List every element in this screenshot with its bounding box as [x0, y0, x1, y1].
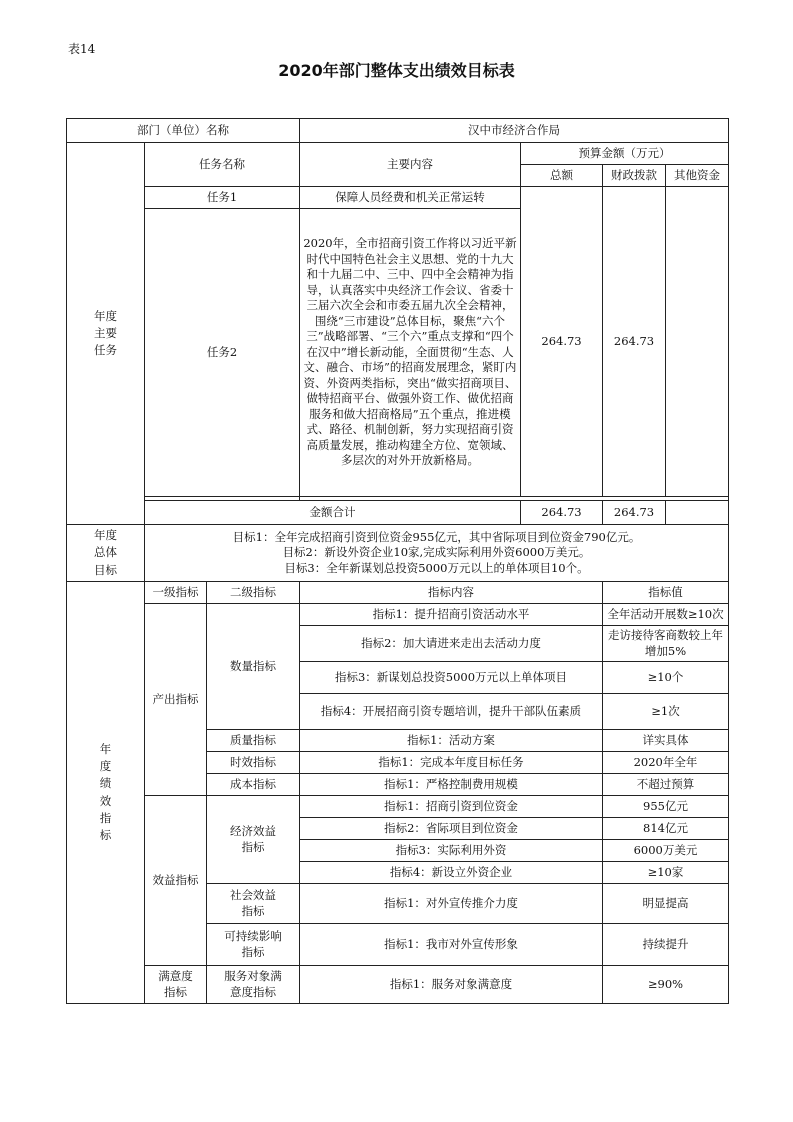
indicator-value: ≥1次: [603, 694, 729, 730]
indicator-value: 持续提升: [603, 924, 729, 966]
indicator-content: 指标3：新谋划总投资5000万元以上单体项目: [300, 662, 603, 694]
goal-item: 目标1：全年完成招商引资到位资金955亿元，其中省际项目到位资金790亿元。: [232, 529, 641, 544]
col-main-content: 主要内容: [300, 143, 521, 187]
indicator-value: 不超过预算: [603, 774, 729, 796]
task1-content: 保障人员经费和机关正常运转: [300, 187, 521, 209]
indicator-value: ≥90%: [603, 966, 729, 1004]
indicator-content: 指标1：服务对象满意度: [300, 966, 603, 1004]
indicator-content: 指标1：活动方案: [300, 730, 603, 752]
col-level2: 二级指标: [207, 582, 300, 604]
annual-goals-label: 年度总体目标: [67, 525, 145, 582]
col-budget-total: 总额: [521, 165, 603, 187]
indicator-content: 指标4：开展招商引资专题培训，提升干部队伍素质: [300, 694, 603, 730]
indicator-value: 详实具体: [603, 730, 729, 752]
sum-fiscal-value: 264.73: [603, 501, 666, 525]
indicator-value: 明显提高: [603, 884, 729, 924]
annual-tasks-label: 年度主要任务: [67, 143, 145, 525]
indicator-value: 全年活动开展数≥10次: [603, 604, 729, 626]
goal-item: 目标2：新设外资企业10家,完成实际利用外资6000万美元。: [282, 545, 591, 560]
indicator-value: 2020年全年: [603, 752, 729, 774]
cost-indicator-label: 成本指标: [207, 774, 300, 796]
dept-name-cell: 汉中市经济合作局: [300, 119, 729, 143]
col-level1: 一级指标: [145, 582, 207, 604]
indicator-value: ≥10家: [603, 862, 729, 884]
col-budget: 预算金额（万元）: [521, 143, 729, 165]
performance-target-table: [66, 118, 729, 1004]
social-benefit-label: 社会效益指标: [207, 884, 300, 924]
budget-other-value: [666, 187, 729, 497]
indicator-value: 6000万美元: [603, 840, 729, 862]
indicator-content: 指标4：新设立外资企业: [300, 862, 603, 884]
table-number-label: 表14: [68, 42, 96, 56]
col-budget-other: 其他资金: [666, 165, 729, 187]
quality-indicator-label: 质量指标: [207, 730, 300, 752]
indicator-value: 955亿元: [603, 796, 729, 818]
economic-benefit-label: 经济效益指标: [207, 796, 300, 884]
indicator-content: 指标2：加大请进来走出去活动力度: [300, 626, 603, 662]
indicator-value: ≥10个: [603, 662, 729, 694]
quantity-indicator-label: 数量指标: [207, 604, 300, 730]
indicator-content: 指标1：完成本年度目标任务: [300, 752, 603, 774]
task2-name: 任务2: [145, 209, 300, 497]
budget-fiscal-value: 264.73: [603, 187, 666, 497]
indicator-value: 814亿元: [603, 818, 729, 840]
benefit-indicator-label: 效益指标: [145, 796, 207, 966]
col-indicator-value: 指标值: [603, 582, 729, 604]
indicator-content: 指标1：严格控制费用规模: [300, 774, 603, 796]
service-satisfaction-label: 服务对象满意度指标: [207, 966, 300, 1004]
dept-label-cell: 部门（单位）名称: [67, 119, 300, 143]
col-task-name: 任务名称: [145, 143, 300, 187]
sum-other-value: [666, 501, 729, 525]
satisfaction-indicator-label: 满意度指标: [145, 966, 207, 1004]
budget-total-value: 264.73: [521, 187, 603, 497]
col-indicator-content: 指标内容: [300, 582, 603, 604]
annual-indicators-label: 年度绩效指标: [67, 582, 145, 1004]
sum-total-value: 264.73: [521, 501, 603, 525]
indicator-content: 指标1：我市对外宣传形象: [300, 924, 603, 966]
task2-content: 2020年，全市招商引资工作将以习近平新时代中国特色社会主义思想、党的十九大和十九届二中、三中、四中全会精神为指导，认真落实中央经济工作会议、省委十三届六次全会和市委五届九次全会精神，围绕“三市建设”总体目标，聚焦“六个三”战略部署、“三个六”重点支撑和“四个在汉中”增长新动能，全面贯彻“生态、人文、融合、市场”的招商发展理念，紧盯内资、外资两类指标，突出“做实招商项目、做特招商平台、做强外资工作、做优招商服务和做大招商格局”五个重点，推进模式、路径、机制创新，努力实现招商引资高质量发展，推动构建全方位、宽领域、多层次的对外开放新格局。: [300, 209, 521, 497]
goal-item: 目标3：全年新谋划总投资5000万元以上的单体项目10个。: [284, 560, 589, 575]
indicator-content: 指标1：对外宣传推介力度: [300, 884, 603, 924]
sustain-impact-label: 可持续影响指标: [207, 924, 300, 966]
page-title: 2020年部门整体支出绩效目标表: [278, 61, 515, 80]
indicator-content: 指标3：实际利用外资: [300, 840, 603, 862]
task1-name: 任务1: [145, 187, 300, 209]
col-budget-fiscal: 财政拨款: [603, 165, 666, 187]
annual-goals-cell: [145, 525, 729, 582]
indicator-value: 走访接待客商数较上年增加5%: [603, 626, 729, 662]
timeliness-indicator-label: 时效指标: [207, 752, 300, 774]
indicator-content: 指标1：提升招商引资活动水平: [300, 604, 603, 626]
sum-label: 金额合计: [145, 501, 521, 525]
indicator-content: 指标1：招商引资到位资金: [300, 796, 603, 818]
output-indicator-label: 产出指标: [145, 604, 207, 796]
indicator-content: 指标2：省际项目到位资金: [300, 818, 603, 840]
